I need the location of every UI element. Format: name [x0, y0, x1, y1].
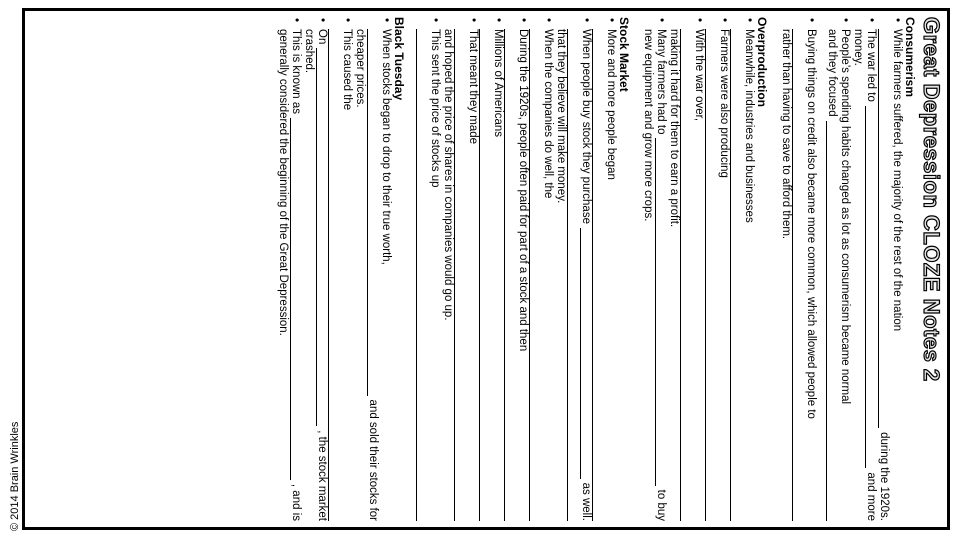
- note-text: making it hard for them to earn a profit.: [668, 29, 680, 228]
- fill-in-blank[interactable]: [580, 228, 592, 479]
- note-text: • Farmers were also producing: [718, 29, 730, 178]
- fill-in-blank[interactable]: [730, 29, 742, 521]
- note-text: cheaper prices.: [354, 29, 366, 108]
- note-text: • When stocks began to drop to their true worth,: [380, 29, 392, 265]
- fill-in-blank[interactable]: [504, 29, 516, 521]
- note-text: • On: [316, 29, 328, 45]
- fill-in-blank[interactable]: [567, 29, 579, 521]
- fill-in-blank[interactable]: [655, 138, 667, 485]
- fill-in-blank[interactable]: [454, 29, 466, 521]
- note-line: [654, 29, 667, 521]
- note-text: during the 1920s.: [878, 432, 890, 521]
- note-text: • The war led to: [865, 29, 877, 102]
- note-text: • With the war over,: [693, 29, 705, 122]
- note-line: [315, 29, 328, 521]
- note-stock-4: [516, 17, 529, 521]
- fill-in-blank[interactable]: [865, 106, 877, 469]
- note-text: • During the 1920s, people often paid for part of a stock and then: [517, 29, 529, 352]
- note-text: • Buying things on credit also became more common, which allowed people to: [805, 29, 817, 419]
- note-text: • While farmers suffered, the majority of the rest of the nation: [891, 29, 903, 332]
- note-text: new equipment and grow more crops.: [642, 29, 654, 222]
- note-text: • This sent the price of stocks up: [429, 29, 441, 188]
- worksheet-page: [25, 11, 947, 527]
- fill-in-blank[interactable]: [826, 121, 838, 521]
- note-text: generally considered the beginning of the Great Depression.: [277, 29, 289, 336]
- note-line: [825, 29, 838, 521]
- note-text: • People’s spending habits changed as lot as consumerism became normal: [839, 29, 851, 405]
- fill-in-blank[interactable]: [529, 29, 541, 521]
- note-stock-5: [491, 17, 504, 521]
- note-text: , and is: [290, 483, 302, 521]
- note-consumerism-2: [851, 17, 877, 521]
- note-line: [877, 29, 890, 521]
- section-heading-consumerism: Consumerism: [903, 17, 917, 98]
- fill-in-blank[interactable]: [316, 48, 328, 426]
- note-black-tuesday-3: [302, 17, 328, 521]
- note-stock-1: [604, 17, 617, 521]
- note-stock-6: [441, 17, 479, 521]
- note-line: [289, 29, 302, 521]
- fill-in-blank[interactable]: [680, 29, 692, 521]
- fill-in-blank[interactable]: [705, 29, 717, 521]
- note-text: • Many farmers had to: [655, 29, 667, 135]
- note-text: • More and more people began: [605, 29, 617, 180]
- note-text: crashed.: [303, 29, 315, 74]
- note-text: and sold their stocks for: [367, 399, 379, 521]
- note-text: and more: [865, 472, 877, 521]
- fill-in-blank[interactable]: [416, 29, 428, 521]
- note-text: rather than having to save to afford them.: [780, 29, 792, 240]
- fill-in-blank[interactable]: [592, 29, 604, 521]
- note-black-tuesday-1: [353, 17, 392, 521]
- note-stock-2: [554, 17, 592, 521]
- fill-in-blank[interactable]: [328, 29, 340, 521]
- note-overproduction-3: [667, 17, 705, 521]
- section-heading-overproduction: Overproduction: [755, 17, 769, 108]
- note-overproduction-2: [717, 17, 730, 521]
- fill-in-blank[interactable]: [792, 29, 804, 521]
- note-line: [579, 29, 592, 521]
- fill-in-blank[interactable]: [479, 29, 491, 521]
- note-line: [366, 29, 379, 521]
- copyright-notice: © 2014 Brain Wrinkles: [9, 421, 21, 531]
- section-heading-stock-market: Stock Market: [617, 17, 631, 92]
- worksheet-title: Great Depression CLOZE Notes 2: [919, 17, 944, 382]
- note-stock-3: [541, 17, 554, 521]
- note-text: • Millions of Americans: [492, 29, 504, 138]
- note-line: [864, 29, 877, 521]
- note-consumerism-1: [877, 17, 903, 521]
- note-overproduction-4: [641, 17, 667, 521]
- note-text: to buy: [655, 489, 667, 521]
- note-text: • That meant they made: [467, 29, 479, 145]
- worksheet-frame: [22, 8, 950, 530]
- note-text: money.: [852, 29, 864, 66]
- section-heading-black-tuesday: Black Tuesday: [392, 17, 406, 101]
- note-text: as well.: [580, 482, 592, 521]
- fill-in-blank[interactable]: [878, 29, 890, 428]
- note-black-tuesday-2: [340, 17, 353, 521]
- note-text: • When people buy stock they purchase: [580, 29, 592, 224]
- fill-in-blank[interactable]: [290, 118, 302, 480]
- fill-in-blank[interactable]: [367, 29, 379, 396]
- note-text: • This is known as: [290, 29, 302, 115]
- note-black-tuesday-4: [276, 17, 302, 521]
- note-consumerism-4: [779, 17, 817, 521]
- note-text: • This caused the: [341, 29, 353, 111]
- note-text: , the stock market: [316, 430, 328, 521]
- note-text: and they focused: [826, 29, 838, 117]
- note-overproduction-1: [742, 17, 755, 521]
- note-text: • Meanwhile, industries and businesses: [743, 29, 755, 223]
- note-stock-7: [428, 17, 441, 521]
- note-text: and hoped the price of shares in companies would go up.: [442, 29, 454, 321]
- note-text: • When the companies do well, the: [542, 29, 554, 199]
- note-consumerism-3: [825, 17, 851, 521]
- note-text: that they believe will make money.: [555, 29, 567, 204]
